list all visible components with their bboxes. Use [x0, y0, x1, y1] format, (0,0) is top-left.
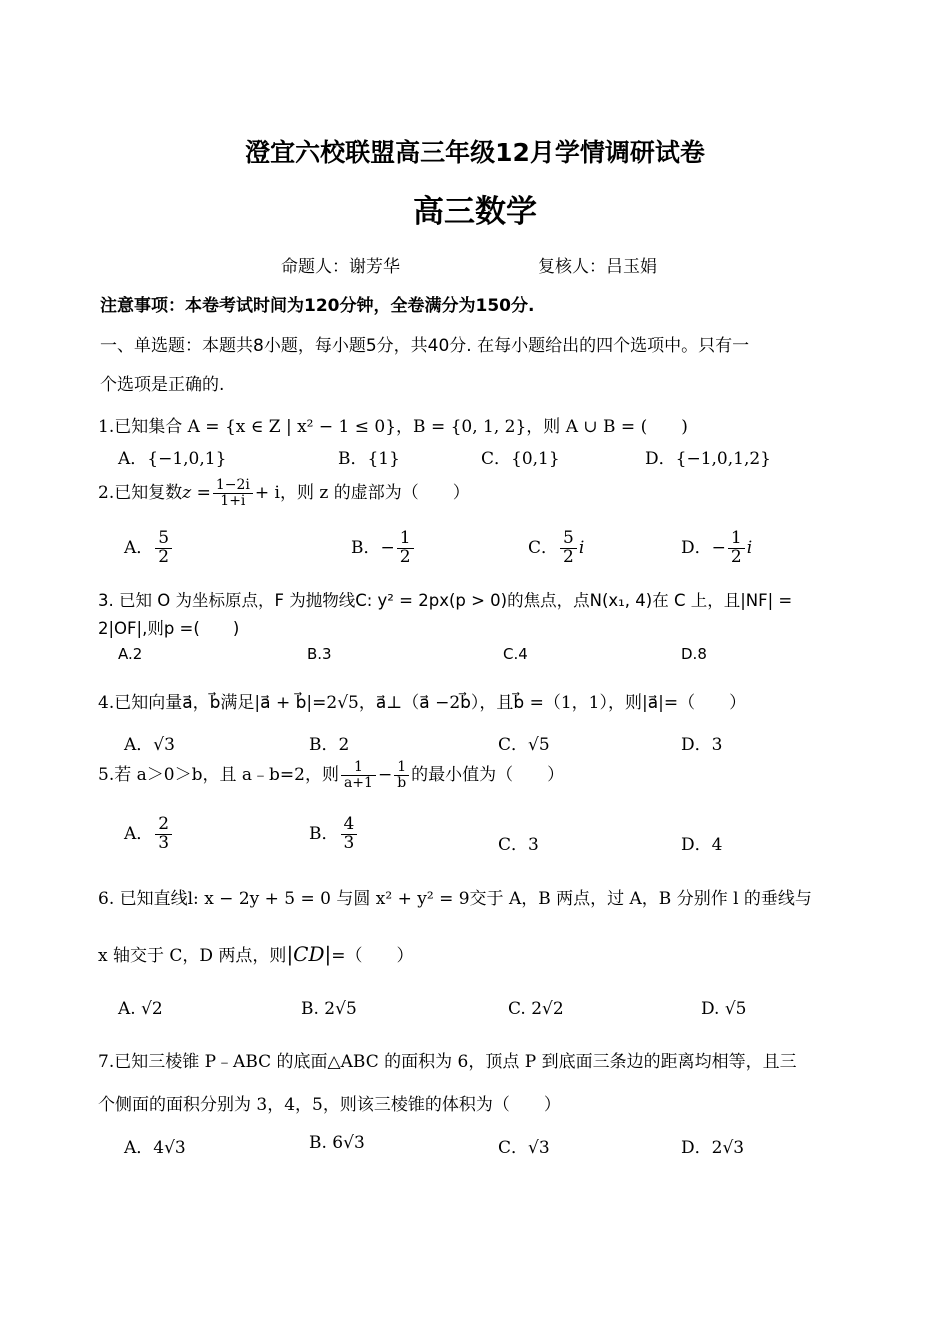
question-1-option-c: C．{0,1}	[481, 449, 560, 469]
question-5-option-d: D．4	[681, 835, 723, 855]
question-6-cd-length: |CD|	[286, 942, 332, 966]
question-7-line1: 7.已知三棱锥 P﹣ABC 的底面△ABC 的面积为 6，顶点 P 到底面三条边的距离均相等，且三	[98, 1052, 797, 1072]
question-2-fraction	[213, 478, 253, 508]
question-3-option-d: D.8	[681, 645, 707, 663]
question-1-option-d: D．{−1,0,1,2}	[645, 449, 771, 469]
question-7-option-b: B. 6√3	[309, 1133, 365, 1153]
option-imaginary-unit: i	[746, 537, 753, 558]
option-imaginary-unit: i	[578, 537, 585, 558]
question-2-stem-post: + i，则 z 的虚部为（ ）	[254, 483, 470, 503]
option-fraction	[397, 530, 414, 567]
option-fraction	[560, 530, 577, 567]
question-2-stem	[98, 478, 470, 509]
question-setter: 命题人：谢芳华	[281, 257, 400, 277]
question-7-option-d: D．2√3	[681, 1138, 745, 1158]
question-2-option-c	[528, 530, 584, 567]
fraction-numerator: 1	[728, 530, 745, 549]
question-6-option-d: D. √5	[701, 999, 747, 1019]
option-fraction	[155, 530, 172, 567]
question-reviewer: 复核人：吕玉娟	[538, 257, 657, 277]
fraction-numerator: 1	[341, 760, 376, 776]
fraction-numerator: 1	[397, 530, 414, 549]
option-label: B．	[309, 823, 339, 844]
fraction-numerator: 2	[155, 816, 172, 835]
question-3-line1: 3. 已知 O 为坐标原点，F 为抛物线C: y² = 2px(p > 0)的焦点，点N(x₁, 4)在 C 上，且|NF| =	[98, 591, 793, 610]
question-2-option-d	[681, 530, 752, 567]
section-heading-line1: 一、单选题：本题共8小题，每小题5分，共40分. 在每小题给出的四个选项中。只有一	[100, 336, 750, 356]
question-3-option-a: A.2	[118, 645, 143, 663]
option-label: A．	[124, 823, 154, 844]
question-5-minus: −	[377, 765, 393, 785]
question-5-stem-pre: 5.若 a＞0＞b，且 a﹣b=2，则	[98, 765, 339, 785]
fraction-numerator: 1	[394, 760, 409, 776]
question-6-option-a: A. √2	[118, 999, 163, 1019]
question-1-option-a: A．{−1,0,1}	[118, 449, 227, 469]
fraction-denominator: 2	[399, 546, 411, 567]
question-4-stem: 4.已知向量a⃗，b⃗满足|a⃗ + b⃗|=2√5，a⃗⊥（a⃗ −2b⃗），且b⃗ =（1，1），则|a⃗|=（ ）	[98, 693, 747, 713]
question-3-option-b: B.3	[307, 645, 332, 663]
fraction-denominator: a+1	[343, 775, 373, 791]
question-3-option-c: C.4	[503, 645, 528, 663]
exam-title: 澄宜六校联盟高三年级12月学情调研试卷	[245, 138, 705, 167]
question-5-option-a	[124, 816, 174, 853]
question-5-stem-post: 的最小值为（ ）	[411, 765, 565, 785]
question-2-option-b	[351, 530, 416, 567]
question-2-z-eq: z =	[182, 483, 211, 503]
question-2-option-a	[124, 530, 174, 567]
question-5-fraction-2	[394, 760, 409, 790]
question-5-fraction-1	[341, 760, 376, 790]
section-heading-line2: 个选项是正确的.	[100, 375, 225, 395]
question-4-option-a: A．√3	[124, 735, 175, 755]
question-6-option-b: B. 2√5	[301, 999, 357, 1019]
question-6-line2	[98, 941, 414, 966]
fraction-denominator: b	[397, 775, 407, 791]
question-4-option-c: C．√5	[498, 735, 550, 755]
question-2-fraction-numerator: 1−2i	[213, 478, 253, 494]
question-2-fraction-denominator: 1+i	[220, 493, 246, 509]
fraction-denominator: 2	[563, 546, 574, 567]
question-6-line1: 6. 已知直线l: x − 2y + 5 = 0 与圆 x² + y² = 9交于 A，B 两点，过 A，B 分别作 l 的垂线与	[98, 889, 812, 909]
option-label: A．	[124, 537, 154, 558]
question-7-option-c: C．√3	[498, 1138, 550, 1158]
question-6-line2-pre: x 轴交于 C，D 两点，则	[98, 946, 287, 966]
question-5-stem	[98, 760, 564, 791]
fraction-numerator: 5	[155, 530, 172, 549]
question-2-stem-pre: 2.已知复数	[98, 483, 183, 503]
option-fraction	[341, 816, 358, 853]
option-fraction	[728, 530, 745, 567]
exam-notice: 注意事项：本卷考试时间为120分钟，全卷满分为150分.	[100, 296, 535, 316]
question-4-option-d: D．3	[681, 735, 723, 755]
fraction-numerator: 4	[341, 816, 358, 835]
option-label: D．−	[681, 537, 726, 558]
fraction-numerator: 5	[560, 530, 577, 549]
question-6-line2-post: =（ ）	[331, 946, 414, 966]
fraction-denominator: 3	[343, 832, 355, 853]
option-fraction	[155, 816, 172, 853]
option-label: C．	[528, 537, 559, 558]
question-7-option-a: A．4√3	[124, 1138, 186, 1158]
fraction-denominator: 3	[158, 832, 170, 853]
option-label: B．−	[351, 537, 395, 558]
question-6-option-c: C. 2√2	[508, 999, 564, 1019]
question-5-option-b	[309, 816, 359, 853]
question-7-line2: 个侧面的面积分别为 3，4，5，则该三棱锥的体积为（ ）	[98, 1095, 561, 1115]
question-4-option-b: B．2	[309, 735, 350, 755]
question-3-line2: 2|OF|,则p =( )	[98, 619, 240, 638]
question-1-stem: 1.已知集合 A = {x ∈ Z | x² − 1 ≤ 0}，B = {0, 1, 2}，则 A ∪ B = ( )	[98, 417, 688, 437]
fraction-denominator: 2	[730, 546, 742, 567]
question-5-option-c: C．3	[498, 835, 539, 855]
subject-title: 高三数学	[413, 194, 537, 230]
question-1-option-b: B．{1}	[338, 449, 400, 469]
fraction-denominator: 2	[158, 546, 170, 567]
